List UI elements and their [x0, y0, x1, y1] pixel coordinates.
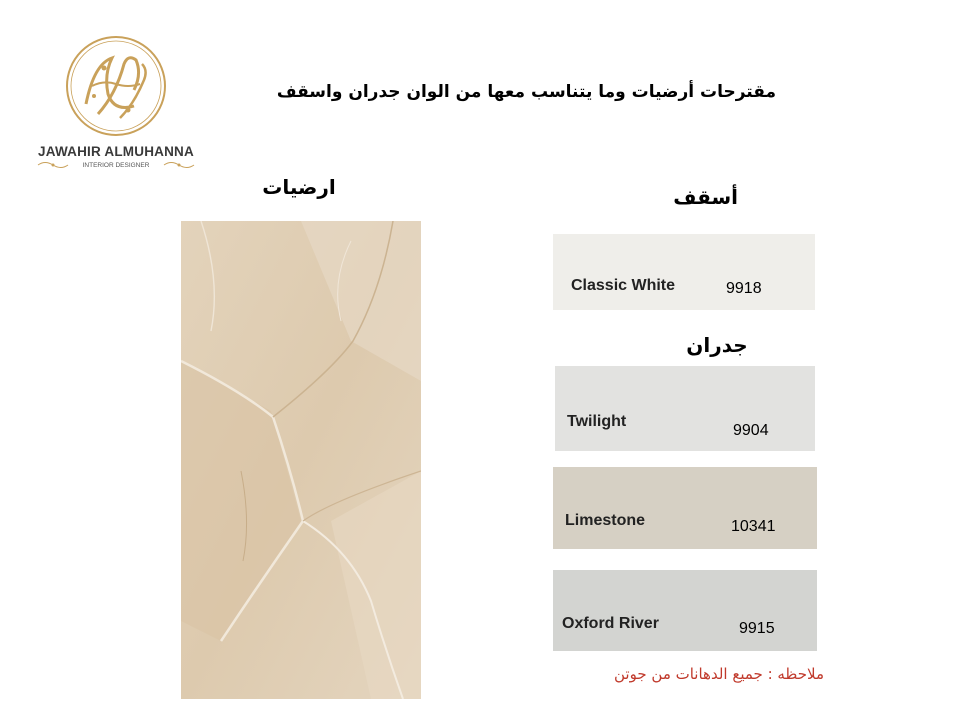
- walls-heading: جدران: [686, 333, 748, 357]
- wall-swatch-oxford-river: [553, 570, 817, 651]
- beige-marble-tile-icon: [181, 221, 421, 699]
- swatch-name: Limestone: [565, 512, 646, 529]
- ornament-right-icon: [162, 160, 196, 170]
- wall-swatch-twilight: [555, 366, 815, 451]
- floor-tile-image: [181, 221, 421, 699]
- swatch-name: Classic White: [571, 277, 676, 294]
- brand-subtitle: INTERIOR DESIGNER: [82, 162, 150, 169]
- brand-name: JAWAHIR ALMUHANNA: [38, 144, 194, 159]
- swatch-code: 10341: [731, 518, 776, 535]
- page-title: مقترحات أرضيات وما يتناسب معها من الوان جدران واسقف: [276, 82, 776, 102]
- swatch-name: Twilight: [567, 413, 627, 430]
- swatch-code: 9915: [739, 620, 775, 637]
- swatch-code: 9918: [726, 280, 762, 297]
- wall-swatch-limestone: [553, 467, 817, 549]
- floor-heading: ارضيات: [262, 175, 336, 199]
- calligraphy-logo-icon: [64, 34, 168, 138]
- ceiling-swatch: [553, 234, 815, 310]
- swatch-code: 9904: [733, 422, 769, 439]
- ceiling-heading: أسقف: [673, 185, 738, 209]
- ornament-left-icon: [36, 160, 70, 170]
- paint-note: ملاحظه : جميع الدهانات من جوتن: [614, 665, 824, 683]
- swatch-name: Oxford River: [562, 615, 659, 632]
- brand-logo: [28, 34, 204, 184]
